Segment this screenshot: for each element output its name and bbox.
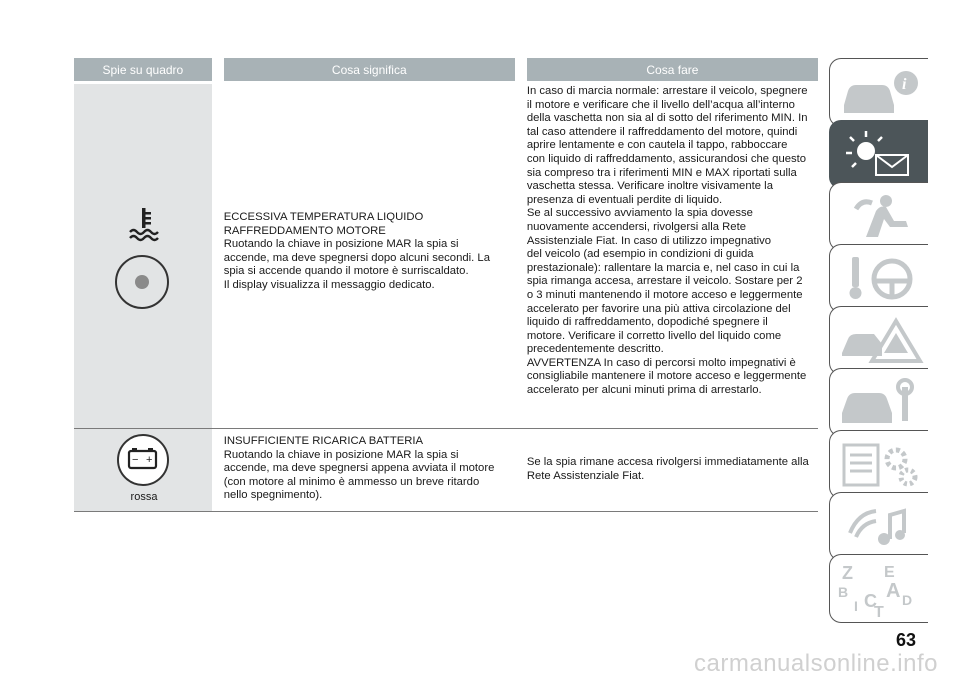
text-line: RAFFREDDAMENTO MOTORE	[223, 224, 386, 237]
text-line: con liquido di raffreddamento, assicurandosi che questo	[526, 152, 807, 165]
text-line: Ruotando la chiave in posizione MAR la spia si	[223, 238, 459, 251]
index-letter: I	[854, 598, 858, 614]
text-line: liquido di raffreddamento, dopodiché spegnere il	[526, 316, 768, 329]
watermark: carmanualsonline.info	[694, 650, 938, 677]
text-line: aprire lentamente e con cautela il tappo, rabboccare	[526, 139, 788, 152]
header-significa: Cosa significa	[224, 58, 515, 81]
table-row-battery	[74, 429, 818, 512]
warning-light-message-icon	[836, 127, 924, 183]
spia-cell	[74, 429, 212, 511]
text-line: il motore e verificare che il livello dell’acqua all’interno	[526, 98, 795, 111]
coolant-temperature-icon	[128, 206, 160, 242]
spia-color-label: rossa	[130, 491, 158, 503]
text-line: precedentemente descritto.	[526, 343, 664, 356]
text-line: tal caso attendere il raffreddamento del motore, quindi	[526, 125, 798, 138]
text-line: spia si accende quando il motore è surriscaldato.	[223, 265, 469, 278]
warning-lights-table	[74, 58, 818, 512]
text-line: AVVERTENZA In caso di percorsi molto impegnativi è	[526, 356, 796, 369]
index-letter: C	[864, 591, 877, 611]
fare-cell	[527, 429, 818, 511]
text-line: o 3 minuti mantenendo il motore acceso e leggermente	[526, 288, 803, 301]
page-number: 63	[896, 630, 917, 650]
text-line: nuovamente accendersi, rivolgersi alla Rete	[526, 220, 746, 233]
tab-car-info[interactable]	[829, 58, 928, 127]
tab-multimedia[interactable]	[829, 492, 928, 561]
index-letter: E	[884, 564, 895, 581]
text-line: nello spegnimento).	[223, 489, 323, 502]
index-letter: T	[874, 604, 884, 617]
tab-emergency[interactable]	[829, 306, 928, 375]
car-info-icon	[836, 65, 924, 121]
index-letter: D	[902, 592, 913, 608]
text-line: motore. Verificare il corretto livello del liquido come	[526, 329, 782, 342]
text-line: Se la spia rimane accesa rivolgersi immediatamente alla	[526, 456, 809, 468]
battery-warning-icon	[117, 434, 169, 486]
text-line: Assistenziale Fiat. In caso di utilizzo impegnativo	[526, 234, 772, 247]
header-spie: Spie su quadro	[74, 58, 212, 81]
text-line: Rete Assistenziale Fiat.	[526, 469, 645, 482]
text-line: vaschetta stessa. Verificare inoltre visivamente la	[526, 180, 773, 193]
text-line: ECCESSIVA TEMPERATURA LIQUIDO	[223, 211, 424, 223]
text-line: (con motore al minimo è ammesso un breve ritardo	[223, 475, 480, 488]
index-letter: A	[886, 580, 901, 602]
fare-cell	[527, 84, 818, 428]
significa-cell	[224, 84, 515, 428]
text-line: del veicolo (ad esempio in condizioni di guida	[526, 248, 754, 261]
text-line: presenza di eventuali perdite di liquido.	[526, 193, 723, 206]
tab-maintenance[interactable]	[829, 368, 928, 437]
text-line: consigliabile mantenere il motore acceso e leggermente	[526, 370, 807, 383]
battery-minus-sign: −	[132, 454, 139, 466]
svg-text:i: i	[902, 76, 907, 93]
text-line: INSUFFICIENTE RICARICA BATTERIA	[223, 435, 424, 447]
accident-warning-triangle-icon	[836, 313, 924, 369]
text-line: accelerato per favorire una più attiva circolazione del	[526, 302, 791, 315]
text-line: Se al successivo avviamento la spia dovesse	[526, 207, 753, 220]
tab-starting-driving[interactable]	[829, 244, 928, 313]
multimedia-icon	[836, 499, 924, 555]
tab-index[interactable]	[829, 554, 928, 623]
key-steering-wheel-icon	[836, 251, 924, 307]
text-line: In caso di marcia normale: arrestare il veicolo, spegnere	[526, 85, 808, 97]
tab-safety[interactable]	[829, 182, 928, 251]
car-maintenance-icon	[836, 375, 924, 431]
airbag-seat-icon	[836, 189, 924, 245]
text-line: accende, ma deve spegnersi appena avviata il motore	[223, 462, 495, 475]
table-row-temperature	[74, 84, 818, 429]
spia-cell	[74, 84, 212, 428]
text-line: Il display visualizza il messaggio dedicato.	[223, 278, 435, 291]
significa-cell	[224, 429, 515, 511]
text-line: Ruotando la chiave in posizione MAR la spia si	[223, 448, 459, 461]
battery-plus-sign: +	[146, 454, 153, 466]
text-line: accende, ma deve spegnersi dopo alcuni secondi. La	[223, 251, 490, 264]
text-line: accelerato per alcuni minuti prima di arrestarlo.	[526, 384, 762, 397]
warning-light-gray-icon	[115, 255, 169, 309]
tab-warning-lights[interactable]	[829, 120, 928, 189]
tab-technical-data[interactable]	[829, 430, 928, 499]
index-letters-icon	[836, 561, 924, 617]
text-line: sia compreso tra i riferimenti MIN e MAX riportati sulla	[526, 166, 797, 179]
index-letter: B	[838, 584, 849, 600]
header-fare: Cosa fare	[527, 58, 818, 81]
text-line: della vaschetta non sia al di sotto del riferimento MIN. In	[526, 112, 808, 125]
text-line: prestazionale): rallentare la marcia e, nel caso in cui la	[526, 261, 800, 274]
index-letter: Z	[842, 563, 853, 583]
specs-gears-icon	[836, 437, 924, 493]
table-header	[74, 58, 818, 81]
text-line: spia rimanga accesa, arrestare il veicolo. Sostare per 2	[526, 275, 803, 288]
